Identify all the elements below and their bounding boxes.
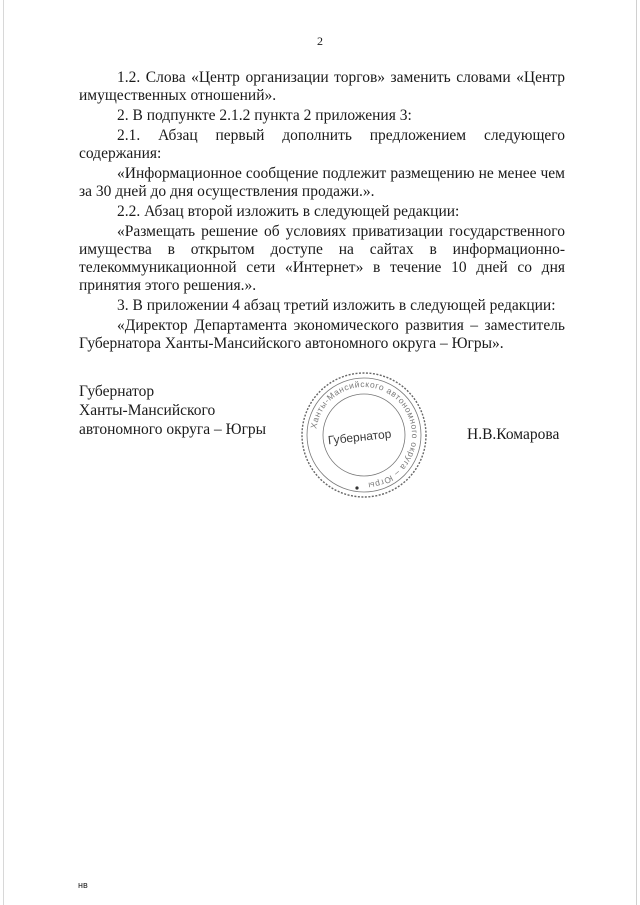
paragraph-3-quote: «Директор Департамента экономического развития – заместитель Губернатора Ханты-Мансийского автономного округа – Югры». [79, 317, 565, 352]
scan-edge-left [3, 0, 4, 905]
paragraph-1-2: 1.2. Слова «Центр организации торгов» заменить словами «Центр имущественных отношений». [79, 69, 565, 104]
stamp-dot [355, 486, 358, 489]
paragraph-2-1-quote: «Информационное сообщение подлежит размещению не менее чем за 30 дней до дня осуществления продажи.». [79, 165, 565, 200]
footer-initials: нв [78, 880, 88, 890]
paragraph-2-1: 2.1. Абзац первый дополнить предложением следующего содержания: [79, 127, 565, 162]
document-body [79, 69, 565, 355]
scan-edge-right [636, 0, 637, 905]
stamp-center-text: Губернатор [327, 426, 392, 448]
page-number: 2 [317, 34, 323, 48]
signatory-title-line: Ханты-Мансийского [79, 402, 216, 419]
signatory-title-line: Губернатор [79, 383, 155, 400]
paragraph-3: 3. В приложении 4 абзац третий изложить в следующей редакции: [117, 297, 556, 314]
signatory-title [79, 382, 266, 439]
stamp-ring-text: Ханты-Мансийского автономного округа – Югры [308, 378, 421, 491]
signatory-name: Н.В.Комарова [467, 426, 560, 443]
paragraph-2: 2. В подпункте 2.1.2 пункта 2 приложения 3: [117, 107, 412, 124]
paragraph-2-2-quote: «Размещать решение об условиях приватизации государственного имущества в открытом доступе на сайтах в информационно-телекоммуникационной сети «Интернет» в течение 10 дней со дня принятия этого решения.». [79, 223, 565, 294]
official-seal-stamp [299, 370, 429, 500]
signatory-title-line: автономного округа – Югры [79, 421, 267, 438]
paragraph-2-2: 2.2. Абзац второй изложить в следующей редакции: [117, 203, 460, 220]
